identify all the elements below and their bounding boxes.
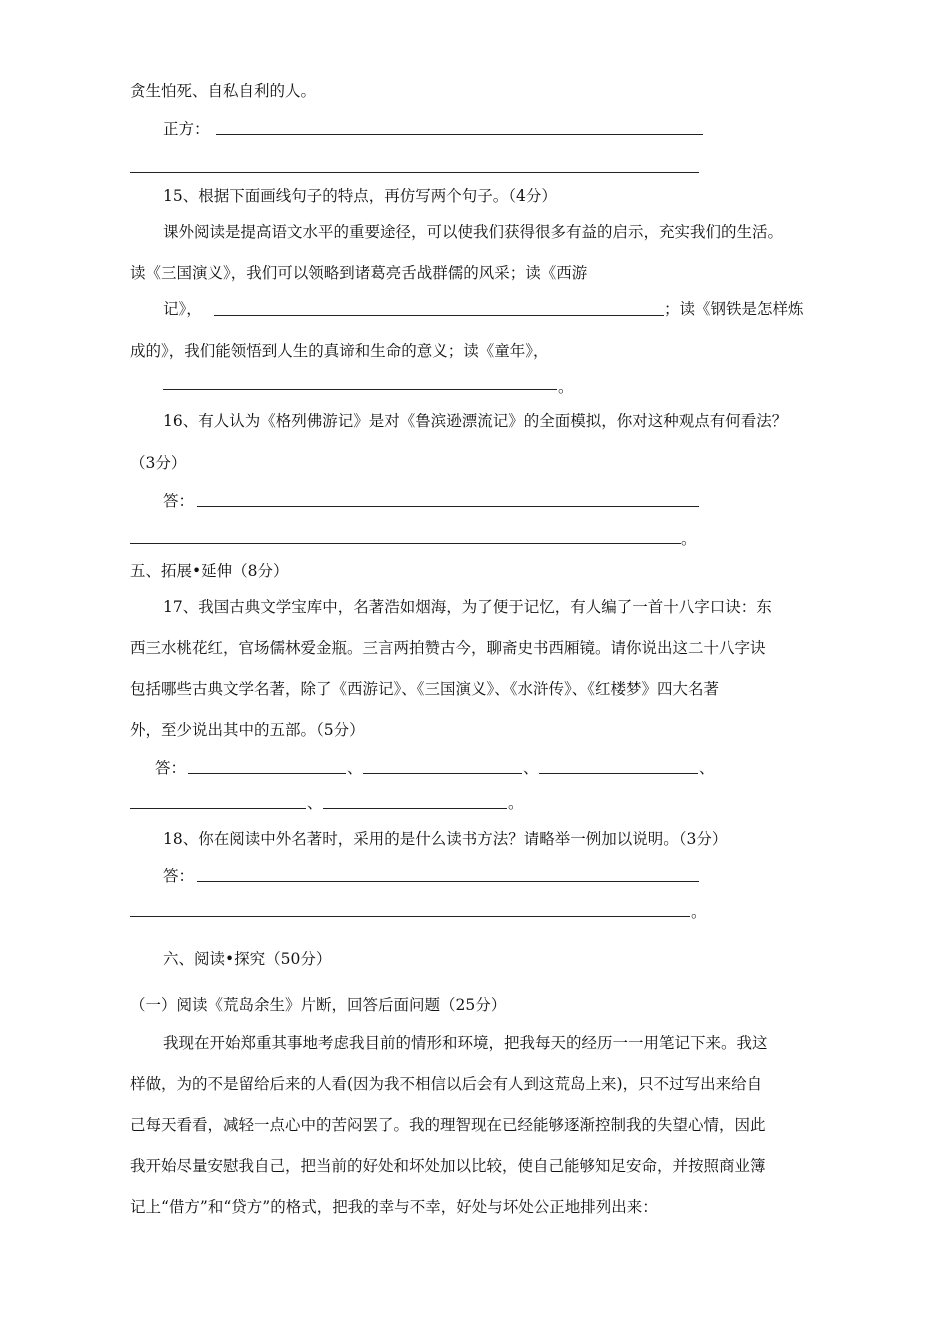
punctuation: 。 <box>681 530 697 548</box>
answer-blank[interactable] <box>197 506 699 507</box>
answer-label: 答： <box>155 759 187 777</box>
question-15-text: 读《三国演义》，我们可以领略到诸葛亮舌战群儒的风采；读《西游 <box>130 264 588 282</box>
answer-blank[interactable] <box>363 773 522 774</box>
reading-paragraph-line: 样做，为的不是留给后来的人看(因为我不相信以后会有人到这荒岛上来)，只不过写出来给自 <box>130 1075 763 1093</box>
question-16-score: （3分） <box>130 454 187 472</box>
zhengfang-label: 正方： <box>163 120 210 138</box>
answer-blank[interactable] <box>539 773 698 774</box>
question-17-text: 西三水桃花红，官场儒林爱金瓶。三言两拍赞古今，聊斋史书西厢镜。请你说出这二十八字诀 <box>130 639 766 657</box>
question-17-text: 外，至少说出其中的五部。（5分） <box>130 721 365 739</box>
answer-blank[interactable] <box>323 808 507 809</box>
section-5-title: 五、拓展•延伸（8分） <box>130 562 289 580</box>
question-15-text: 记》， <box>163 300 202 318</box>
separator: 、 <box>699 759 715 777</box>
reading-paragraph-line: 己每天看看，减轻一点心中的苦闷罢了。我的理智现在已经能够逐渐控制我的失望心情，因此 <box>130 1116 766 1134</box>
answer-blank[interactable] <box>130 808 306 809</box>
question-15-text: 成的》，我们能领悟到人生的真谛和生命的意义；读《童年》， <box>130 342 549 360</box>
answer-blank[interactable] <box>188 773 346 774</box>
question-18-title: 18、你在阅读中外名著时，采用的是什么读书方法？请略举一例加以说明。（3分） <box>163 830 728 848</box>
answer-blank[interactable] <box>214 315 664 316</box>
reading-paragraph-line: 我现在开始郑重其事地考虑我目前的情形和环境，把我每天的经历一一用笔记下来。我这 <box>163 1034 768 1052</box>
answer-blank[interactable] <box>130 916 690 917</box>
answer-blank[interactable] <box>163 389 557 390</box>
reading-paragraph-line: 记上“借方”和“贷方”的格式，把我的幸与不幸，好处与坏处公正地排列出来： <box>130 1198 658 1216</box>
question-15-title: 15、根据下面画线句子的特点，再仿写两个句子。（4分） <box>163 187 557 205</box>
answer-blank[interactable] <box>197 881 699 882</box>
answer-label: 答： <box>163 492 195 510</box>
section-6-title: 六、阅读•探究（50分） <box>163 950 332 968</box>
punctuation: 。 <box>691 903 707 921</box>
separator: 、 <box>307 794 323 812</box>
punctuation: 。 <box>508 794 524 812</box>
question-16-title: 16、有人认为《格列佛游记》是对《鲁滨逊漂流记》的全面模拟，你对这种观点有何看法？ <box>163 412 788 430</box>
text-line: 贪生怕死、自私自利的人。 <box>130 82 317 100</box>
question-17-text: 包括哪些古典文学名著，除了《西游记》、《三国演义》、《水浒传》、《红楼梦》四大名著 <box>130 680 720 698</box>
answer-blank[interactable] <box>216 134 703 135</box>
answer-blank[interactable] <box>130 172 699 173</box>
punctuation: 。 <box>558 378 574 396</box>
question-17-text: 17、我国古典文学宝库中，名著浩如烟海，为了便于记忆，有人编了一首十八字口诀：东 <box>163 598 772 616</box>
answer-label: 答： <box>163 867 195 885</box>
answer-blank[interactable] <box>130 543 681 544</box>
question-15-text: ；读《钢铁是怎样炼 <box>664 300 804 318</box>
separator: 、 <box>523 759 539 777</box>
separator: 、 <box>347 759 363 777</box>
reading-paragraph-line: 我开始尽量安慰我自己，把当前的好处和坏处加以比较，使自己能够知足安命，并按照商业簿 <box>130 1157 766 1175</box>
question-15-text: 课外阅读是提高语文水平的重要途径，可以使我们获得很多有益的启示，充实我们的生活。 <box>163 223 784 241</box>
reading-title: （一）阅读《荒岛余生》片断，回答后面问题（25分） <box>130 996 507 1014</box>
